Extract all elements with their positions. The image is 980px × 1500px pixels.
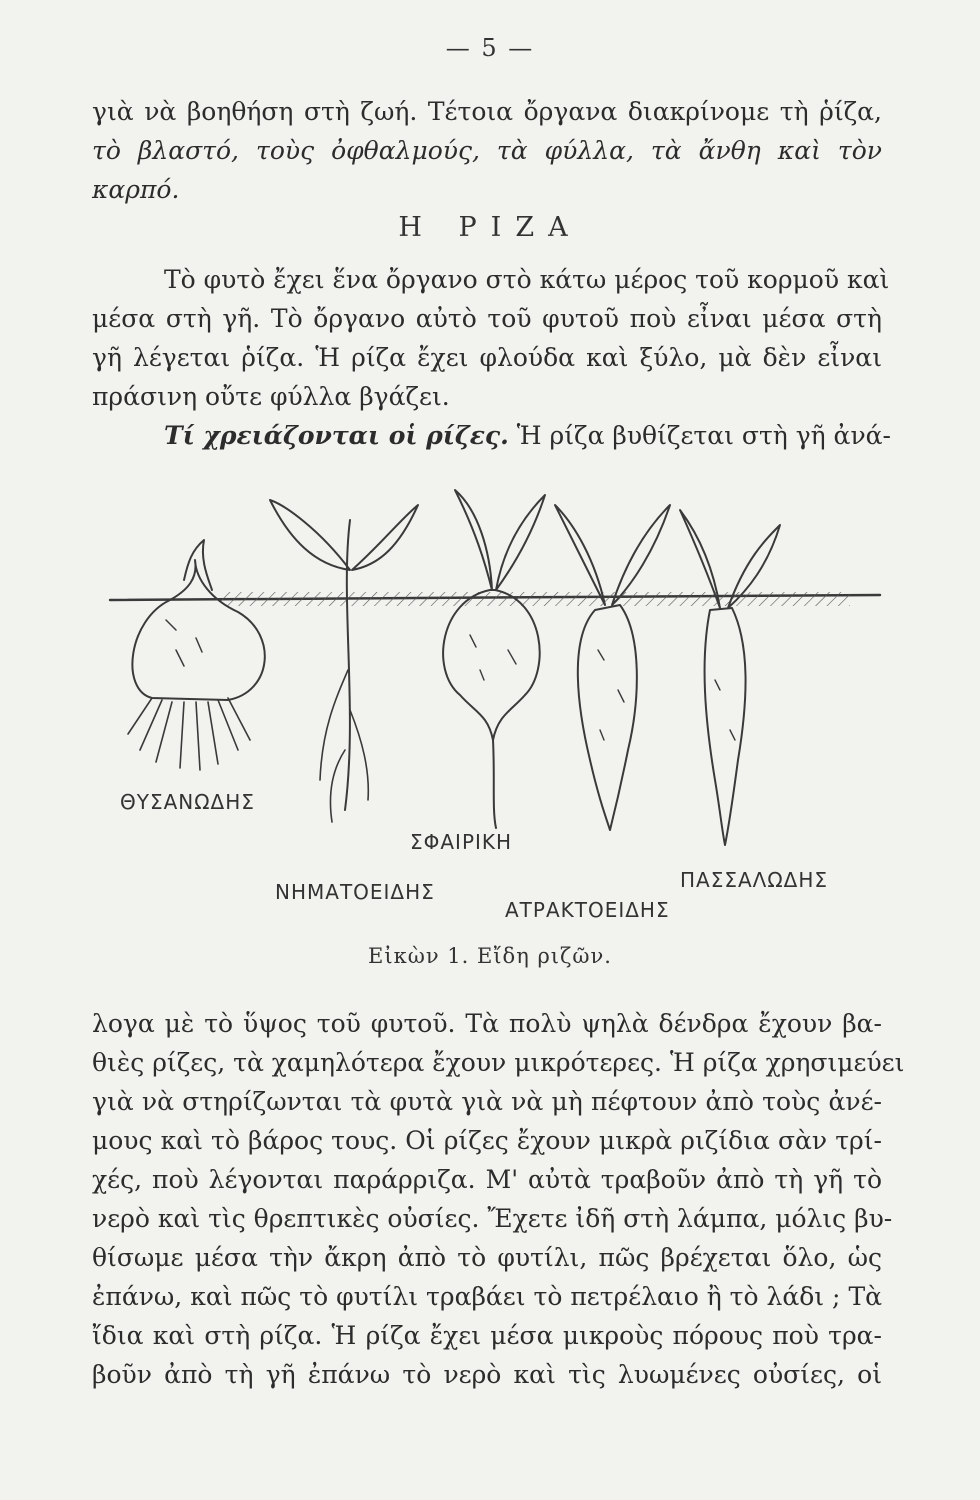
label-spherical: ΣΦΑΙΡΙΚΗ [410, 830, 513, 854]
spindle-root-plant [555, 505, 670, 830]
text-line: μέσα στὴ γῆ. Τὸ ὄργανο αὐτὸ τοῦ φυτοῦ ποὺ εἶναι μέσα στὴ [92, 304, 882, 333]
text-line: θίσωμε μέσα τὴν ἄκρη ἀπὸ τὸ φυτίλι, πῶς βρέχεται ὅλο, ὡς [92, 1243, 882, 1272]
label-filamentous: ΝΗΜΑΤΟΕΙΔΗΣ [275, 880, 435, 904]
peg-root-plant [680, 510, 780, 845]
label-peg: ΠΑΣΣΑΛΩΔΗΣ [680, 868, 828, 892]
text-line: πράσινη οὔτε φύλλα βγάζει. [92, 382, 450, 411]
top-paragraph [92, 92, 882, 209]
label-spindle: ΑΤΡΑΚΤΟΕΙΔΗΣ [505, 898, 670, 922]
text-line: νερὸ καὶ τὶς θρεπτικὲς οὐσίες. Ἔχετε ἰδῆ στὴ λάμπα, μόλις βυ- [92, 1204, 893, 1233]
text-line: χές, ποὺ λέγονται παράρριζα. Μ' αὐτὰ τραβοῦν ἀπὸ τὴ γῆ τὸ [92, 1165, 882, 1194]
text-line: μους καὶ τὸ βάρος τους. Οἱ ρίζες ἔχουν μικρὰ ριζίδια σὰν τρί- [92, 1126, 882, 1155]
text-line: βοῦν ἀπὸ τὴ γῆ ἐπάνω τὸ νερὸ καὶ τὶς λυωμένες οὐσίες, οἱ [92, 1360, 882, 1389]
bottom-paragraph [92, 1004, 905, 1394]
root-types-figure [100, 450, 890, 930]
label-fibrous: ΘΥΣΑΝΩΔΗΣ [120, 790, 255, 814]
root-types-illustration [100, 450, 890, 930]
text-line: καρπό. [92, 175, 180, 204]
spherical-root-plant [443, 490, 545, 828]
text-line: γῆ λέγεται ῥίζα. Ἡ ρίζα ἔχει φλούδα καὶ ξύλο, μὰ δὲν εἶναι [92, 343, 882, 372]
page-number: — 5 — [445, 34, 535, 62]
text-line: Τὸ φυτὸ ἔχει ἕνα ὄργανο στὸ κάτω μέρος τοῦ κορμοῦ καὶ [164, 265, 890, 294]
text-line: γιὰ νὰ βοηθήση στὴ ζωή. Τέτοια ὄργανα διακρίνομε τὴ ῥίζα, [92, 97, 882, 126]
filamentous-root-plant [270, 500, 418, 822]
text-line: γιὰ νὰ στηρίζωνται τὰ φυτὰ γιὰ νὰ μὴ πέφτουν ἀπὸ τοὺς ἀνέ- [92, 1087, 882, 1116]
text-line: λογα μὲ τὸ ὕψος τοῦ φυτοῦ. Τὰ πολὺ ψηλὰ δένδρα ἔχουν βα- [92, 1009, 882, 1038]
needs-lead: Τί χρειάζονται οἱ ρίζες. [164, 421, 509, 450]
figure-caption: Εἰκὼν 1. Εἴδη ριζῶν. [368, 944, 612, 968]
text-line: τὸ βλαστό, τοὺς ὀφθαλμούς, τὰ φύλλα, τὰ ἄνθη καὶ τὸν [92, 136, 882, 165]
section-heading: Η ΡΙΖΑ [398, 212, 582, 243]
needs-rest: Ἡ ρίζα βυθίζεται στὴ γῆ ἀνά- [508, 421, 891, 450]
text-line: ἴδια καὶ στὴ ρίζα. Ἡ ρίζα ἔχει μέσα μικροὺς πόρους ποὺ τρα- [92, 1321, 882, 1350]
soil-hatching [220, 592, 850, 606]
text-line: θιὲς ρίζες, τὰ χαμηλότερα ἔχουν μικρότερες. Ἡ ρίζα χρησιμεύει [92, 1048, 905, 1077]
fibrous-root-plant [128, 540, 265, 770]
root-paragraph [92, 260, 891, 455]
text-line: ἐπάνω, καὶ πῶς τὸ φυτίλι τραβάει τὸ πετρέλαιο ἢ τὸ λάδι ; Τὰ [92, 1282, 882, 1311]
